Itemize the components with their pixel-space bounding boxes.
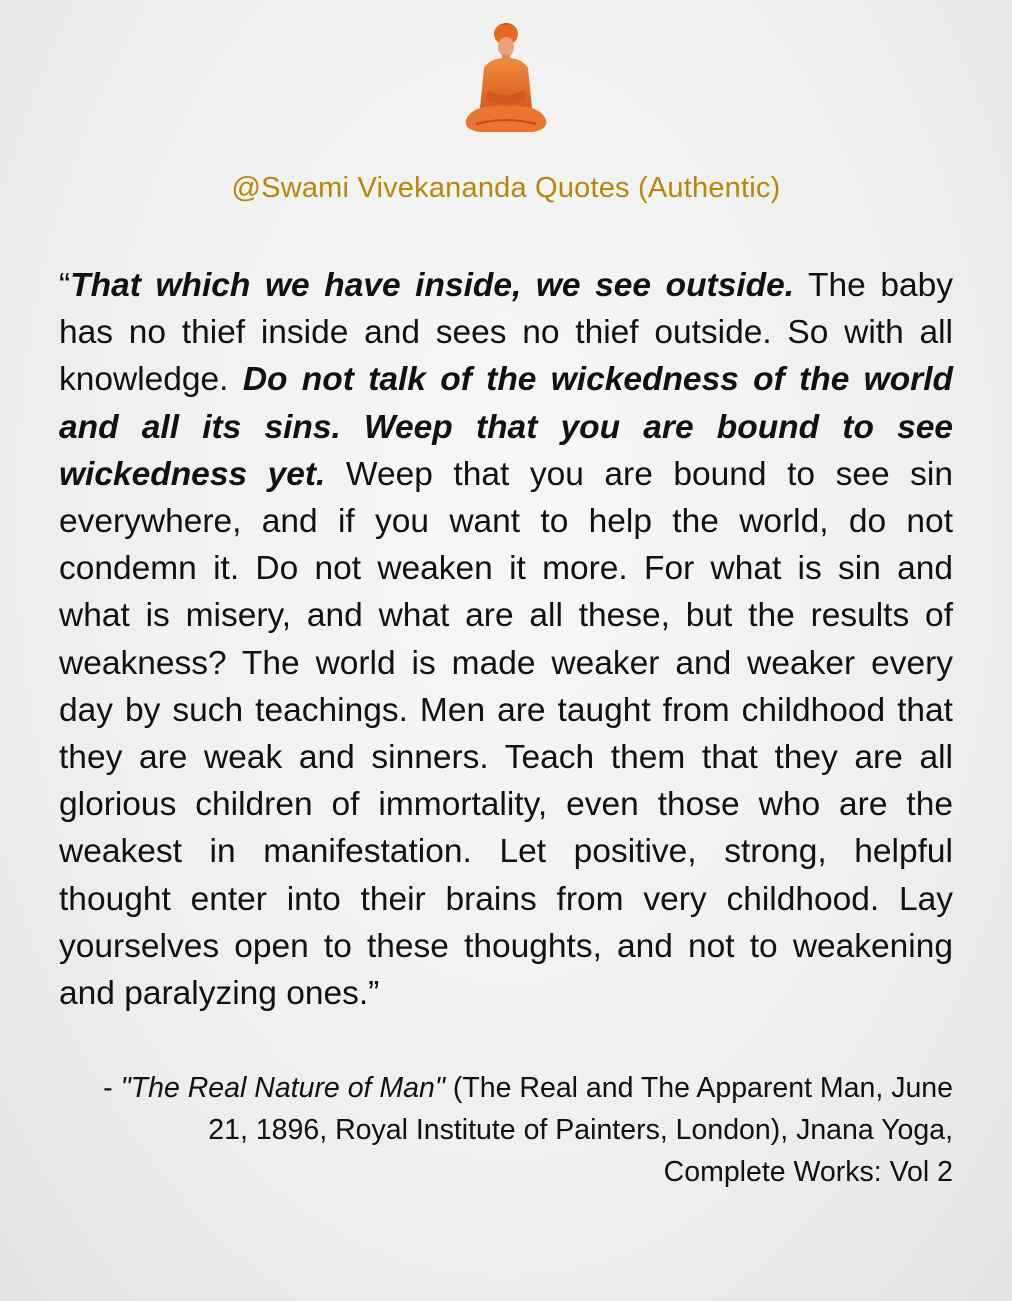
source-title: "The Real Nature of Man" — [120, 1072, 445, 1104]
quote-text — [59, 262, 953, 1017]
quote-emphasis-1: That which we have inside, we see outside. — [70, 267, 795, 304]
quote-emphasis-2: Do not talk of the wickedness of the world and all its sins. Weep that you are bound to see wickedness yet. — [59, 361, 953, 493]
quote-open-mark: “ — [59, 267, 71, 304]
quote-body-1: The baby has no thief inside and sees no thief outside. So with all knowledge. — [59, 267, 953, 399]
quote-body-2: Weep that you are bound to see sin everywhere, and if you want to help the world, do not condemn it. Do not weaken it more. For what is sin and what is misery, and what are all these, but the results of weakness? The world is made weaker and weaker every day by such teachings. Men are taught from childhood that they are weak and sinners. Teach them that they are all glorious children of immortality, even those who are the weakest in manifestation. Let positive, strong, helpful thought enter into their brains from very childhood. Lay yourselves open to these thoughts, and not to weakening and paralyzing ones.” — [59, 455, 953, 1013]
channel-name: @Swami Vivekananda Quotes (Authentic) — [231, 172, 781, 204]
source-details: (The Real and The Apparent Man, June 21, 1896, Royal Institute of Painters, London), Jnana Yoga, Complete Works: Vol 2 — [208, 1072, 953, 1188]
quote-source — [93, 1067, 953, 1193]
source-dash: - — [103, 1072, 121, 1104]
meditating-monk-icon — [462, 20, 550, 136]
